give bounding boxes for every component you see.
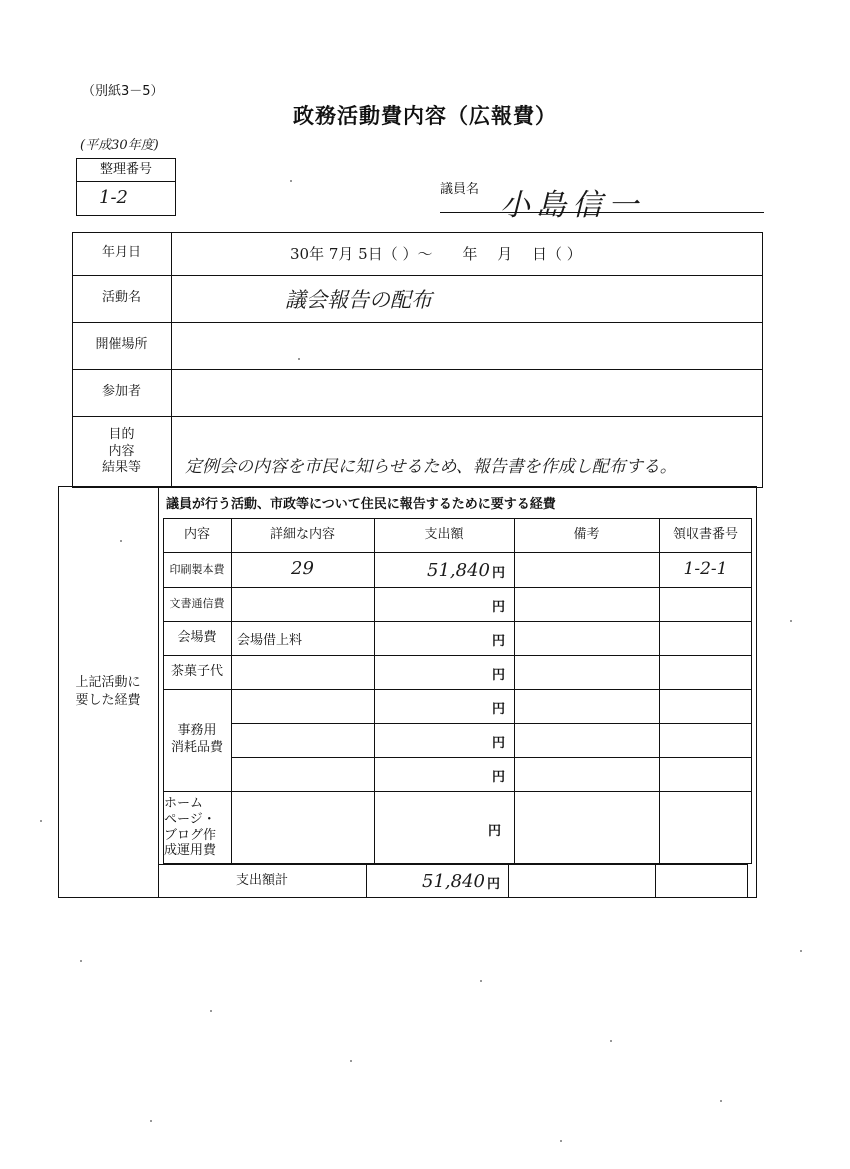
yen-unit: 円	[492, 634, 506, 649]
column-header-detail: 詳細な内容	[269, 526, 335, 542]
expenses-section-label: 上記活動に 要した経費	[75, 674, 141, 708]
yen-unit: 円	[492, 770, 506, 785]
yen-unit: 円	[488, 824, 502, 839]
column-header-receipt: 領収書番号	[672, 526, 738, 542]
grid-row-line	[231, 757, 752, 758]
grid-row-line	[163, 689, 752, 690]
scan-speck	[480, 980, 482, 982]
scan-speck	[120, 540, 122, 542]
grid-col-line	[514, 518, 515, 864]
scan-speck	[560, 1140, 562, 1142]
date-label: 年月日	[101, 245, 141, 261]
expense-item: 文書通信費	[169, 597, 225, 611]
expense-detail: 29	[291, 558, 314, 580]
expenses-label-divider	[158, 486, 159, 898]
member-name-value: 小島信一	[500, 188, 644, 223]
yen-unit: 円	[492, 736, 506, 751]
participants-label: 参加者	[101, 384, 141, 400]
yen-unit: 円	[487, 877, 501, 892]
total-amount: 51,840	[422, 871, 485, 892]
yen-unit: 円	[492, 600, 506, 615]
column-header-item: 内容	[183, 526, 210, 542]
scan-speck	[790, 620, 792, 622]
scan-speck	[350, 1060, 352, 1062]
expense-item: 会場費	[177, 629, 217, 645]
column-header-note: 備考	[573, 526, 600, 542]
member-name-underline	[440, 212, 764, 213]
scan-speck	[800, 950, 802, 952]
yen-unit: 円	[492, 668, 506, 683]
yen-unit: 円	[492, 702, 506, 717]
venue-label: 開催場所	[95, 337, 148, 353]
expense-detail: 会場借上料	[237, 632, 303, 648]
total-col-line	[508, 864, 509, 898]
management-number-box	[76, 158, 176, 216]
scan-speck	[150, 1120, 152, 1122]
attachment-number: （別紙3－5）	[82, 84, 164, 99]
scan-speck	[298, 358, 300, 360]
yen-unit: 円	[492, 566, 506, 581]
grid-row-line	[163, 587, 752, 588]
row-divider	[72, 369, 763, 370]
management-number-label: 整理番号	[77, 159, 175, 182]
column-header-amount: 支出額	[424, 526, 464, 542]
row-divider	[72, 322, 763, 323]
activity-name-value: 議会報告の配布	[285, 287, 432, 312]
date-value: 30年 7月 5日（ ）～ 年 月 日（ ）	[290, 245, 582, 263]
member-name-label: 議員名	[440, 182, 480, 197]
scan-speck	[40, 820, 42, 822]
purpose-label: 目的 内容 結果等	[101, 426, 141, 476]
scan-speck	[720, 1100, 722, 1102]
grid-row-line	[231, 723, 752, 724]
total-col-line	[366, 864, 367, 898]
expense-item: 事務用 消耗品費	[170, 723, 223, 755]
grid-row-line	[163, 655, 752, 656]
scan-speck	[210, 1010, 212, 1012]
expense-amount: 51,840	[427, 560, 490, 581]
expense-item: ホーム ページ・ ブログ作 成運用費	[164, 796, 217, 859]
expense-item: 茶菓子代	[170, 663, 223, 679]
total-label: 支出額計	[235, 872, 288, 888]
scan-speck	[80, 960, 82, 962]
activity-table-divider	[171, 232, 172, 488]
row-divider	[72, 416, 763, 417]
scan-speck	[290, 180, 292, 182]
expenses-heading: 議員が行う活動、市政等について住民に報告するために要する経費	[166, 496, 556, 512]
grid-col-line	[374, 518, 375, 864]
purpose-value: 定例会の内容を市民に知らせるため、報告書を作成し配布する。	[185, 456, 677, 477]
form-title: 政務活動費内容（広報費）	[293, 104, 557, 128]
scan-speck	[610, 1040, 612, 1042]
fiscal-year: (平成30年度)	[80, 138, 159, 153]
activity-name-label: 活動名	[101, 290, 141, 306]
expense-receipt: 1-2-1	[683, 558, 728, 579]
management-number-value: 1-2	[99, 187, 128, 208]
expense-item: 印刷製本費	[169, 562, 225, 576]
total-col-line	[655, 864, 656, 898]
grid-row-line	[163, 791, 752, 792]
